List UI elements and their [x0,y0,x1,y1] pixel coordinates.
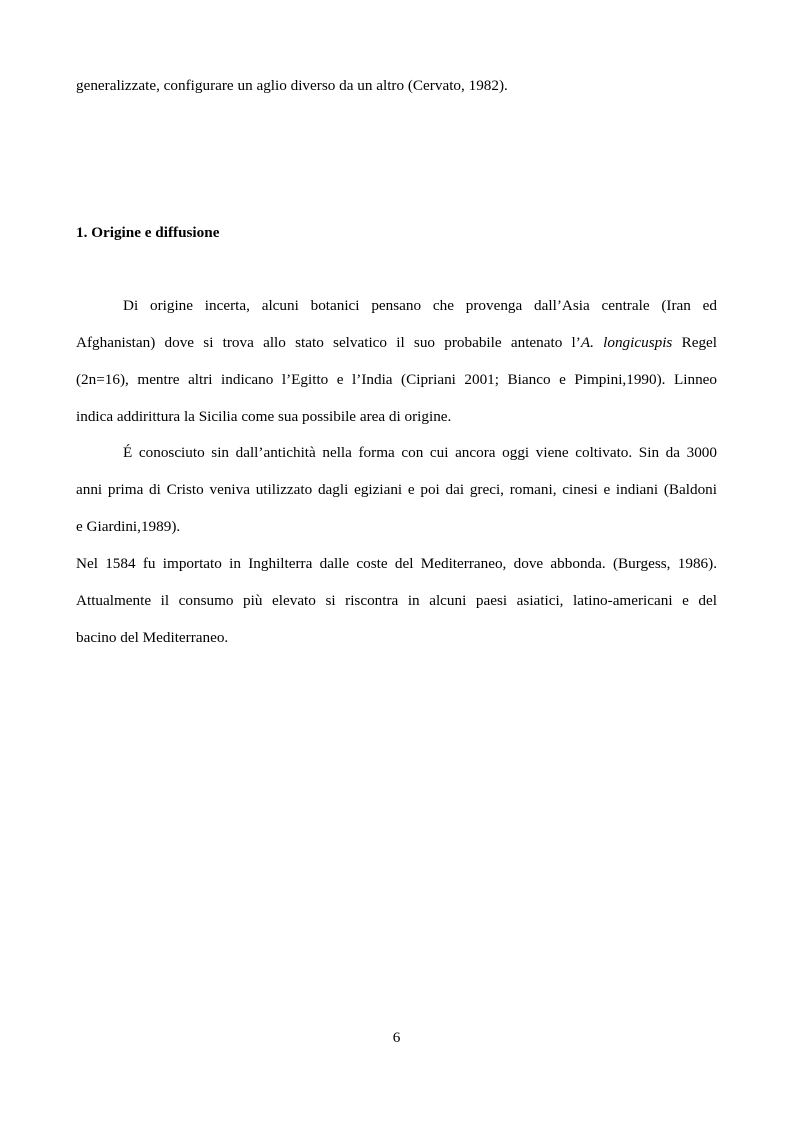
paragraph-1-line-2-text-c: Regel [672,334,718,351]
paragraph-1-line-3: (2n=16), mentre altri indicano l’Egitto e l’India (Cipriani 2001; Bianco e Pimpini,1990). Linneo [76,371,717,388]
continuation-line: generalizzate, configurare un aglio diverso da un altro (Cervato, 1982). [76,77,508,94]
page-number: 6 [392,1029,401,1046]
paragraph-4-line-1: Attualmente il consumo più elevato si riscontra in alcuni paesi asiatici, latino-americani e del [76,592,717,609]
paragraph-1-line-1: Di origine incerta, alcuni botanici pensano che provenga dall’Asia centrale (Iran ed [123,297,717,314]
paragraph-2-line-1: É conosciuto sin dall’antichità nella forma con cui ancora oggi viene coltivato. Sin da 3000 [123,444,717,461]
species-name: A. longicuspis [580,334,673,351]
paragraph-2-line-2: anni prima di Cristo veniva utilizzato dagli egiziani e poi dai greci, romani, cinesi e indiani (Baldoni [76,481,717,498]
paragraph-1-line-2 [76,334,717,352]
section-heading: 1. Origine e diffusione [76,224,220,241]
paragraph-4-line-2: bacino del Mediterraneo. [76,629,229,646]
paragraph-2-line-3: e Giardini,1989). [76,518,181,535]
paragraph-1-line-2-text-a: Afghanistan) dove si trova allo stato selvatico il suo probabile antenato l’ [76,334,581,351]
paragraph-3-line-1: Nel 1584 fu importato in Inghilterra dalle coste del Mediterraneo, dove abbonda. (Burgess, 1986). [76,555,717,572]
paragraph-1-line-4: indica addirittura la Sicilia come sua possibile area di origine. [76,408,452,425]
